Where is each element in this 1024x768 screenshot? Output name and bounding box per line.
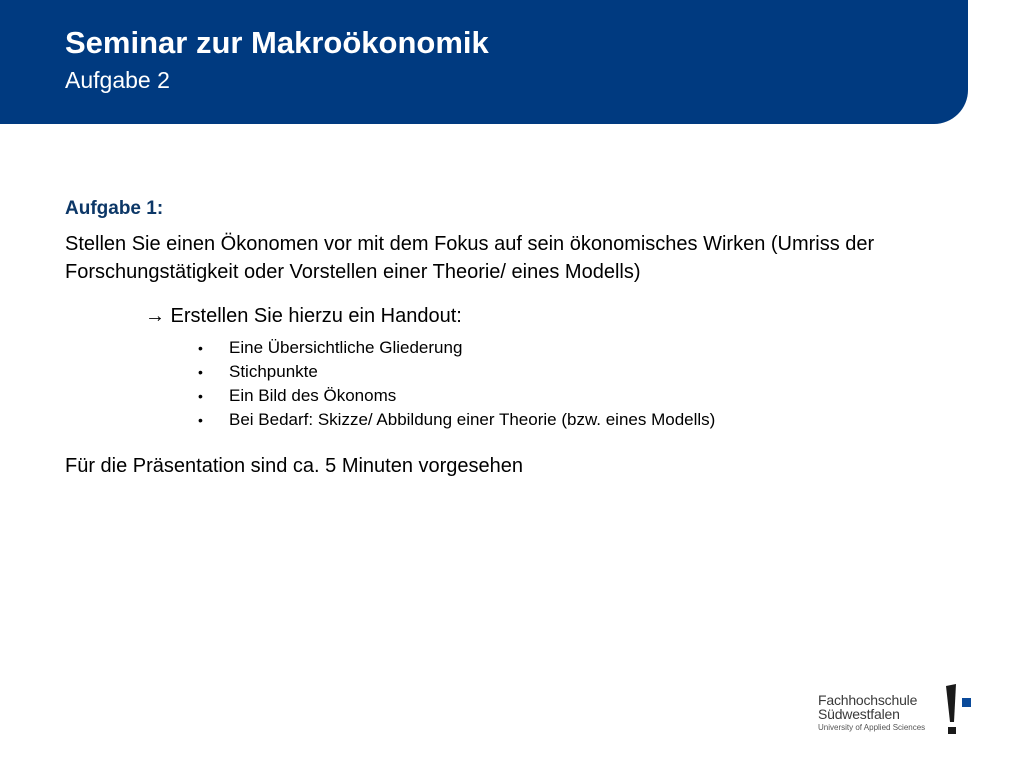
- handout-bullet-list: [65, 336, 965, 432]
- bullet-marker: •: [198, 340, 203, 356]
- bullet-marker: •: [198, 412, 203, 428]
- university-logo: [818, 684, 978, 738]
- bullet-text: Bei Bedarf: Skizze/ Abbildung einer Theorie (bzw. eines Modells): [229, 410, 716, 429]
- slide-content: [65, 196, 965, 480]
- logo-line-suedwestfalen: Südwestfalen: [818, 706, 900, 722]
- bullet-marker: •: [198, 388, 203, 404]
- bullet-item: [198, 336, 965, 360]
- bullet-item: [198, 384, 965, 408]
- slide-title: Seminar zur Makroökonomik: [65, 25, 489, 60]
- logo-line-fachhochschule: Fachhochschule: [818, 692, 918, 708]
- bullet-item: [198, 408, 965, 432]
- bullet-text: Eine Übersichtliche Gliederung: [229, 338, 463, 357]
- bullet-item: [198, 360, 965, 384]
- bullet-marker: •: [198, 364, 203, 380]
- task-description: Stellen Sie einen Ökonomen vor mit dem Fokus auf sein ökonomisches Wirken (Umriss der Forschungstätigkeit oder Vorstellen einer Theorie/ eines Modells): [65, 233, 875, 283]
- task-heading: Aufgabe 1:: [65, 198, 164, 219]
- slide-subtitle: Aufgabe 2: [65, 67, 170, 93]
- bullet-text: Stichpunkte: [229, 362, 318, 381]
- logo-tagline: University of Applied Sciences: [818, 723, 926, 732]
- exclamation-mark-icon: [945, 684, 975, 736]
- handout-instruction: → Erstellen Sie hierzu ein Handout:: [145, 305, 462, 327]
- header-band: [0, 0, 968, 124]
- bullet-text: Ein Bild des Ökonoms: [229, 386, 397, 405]
- presentation-note: Für die Präsentation sind ca. 5 Minuten vorgesehen: [65, 455, 524, 477]
